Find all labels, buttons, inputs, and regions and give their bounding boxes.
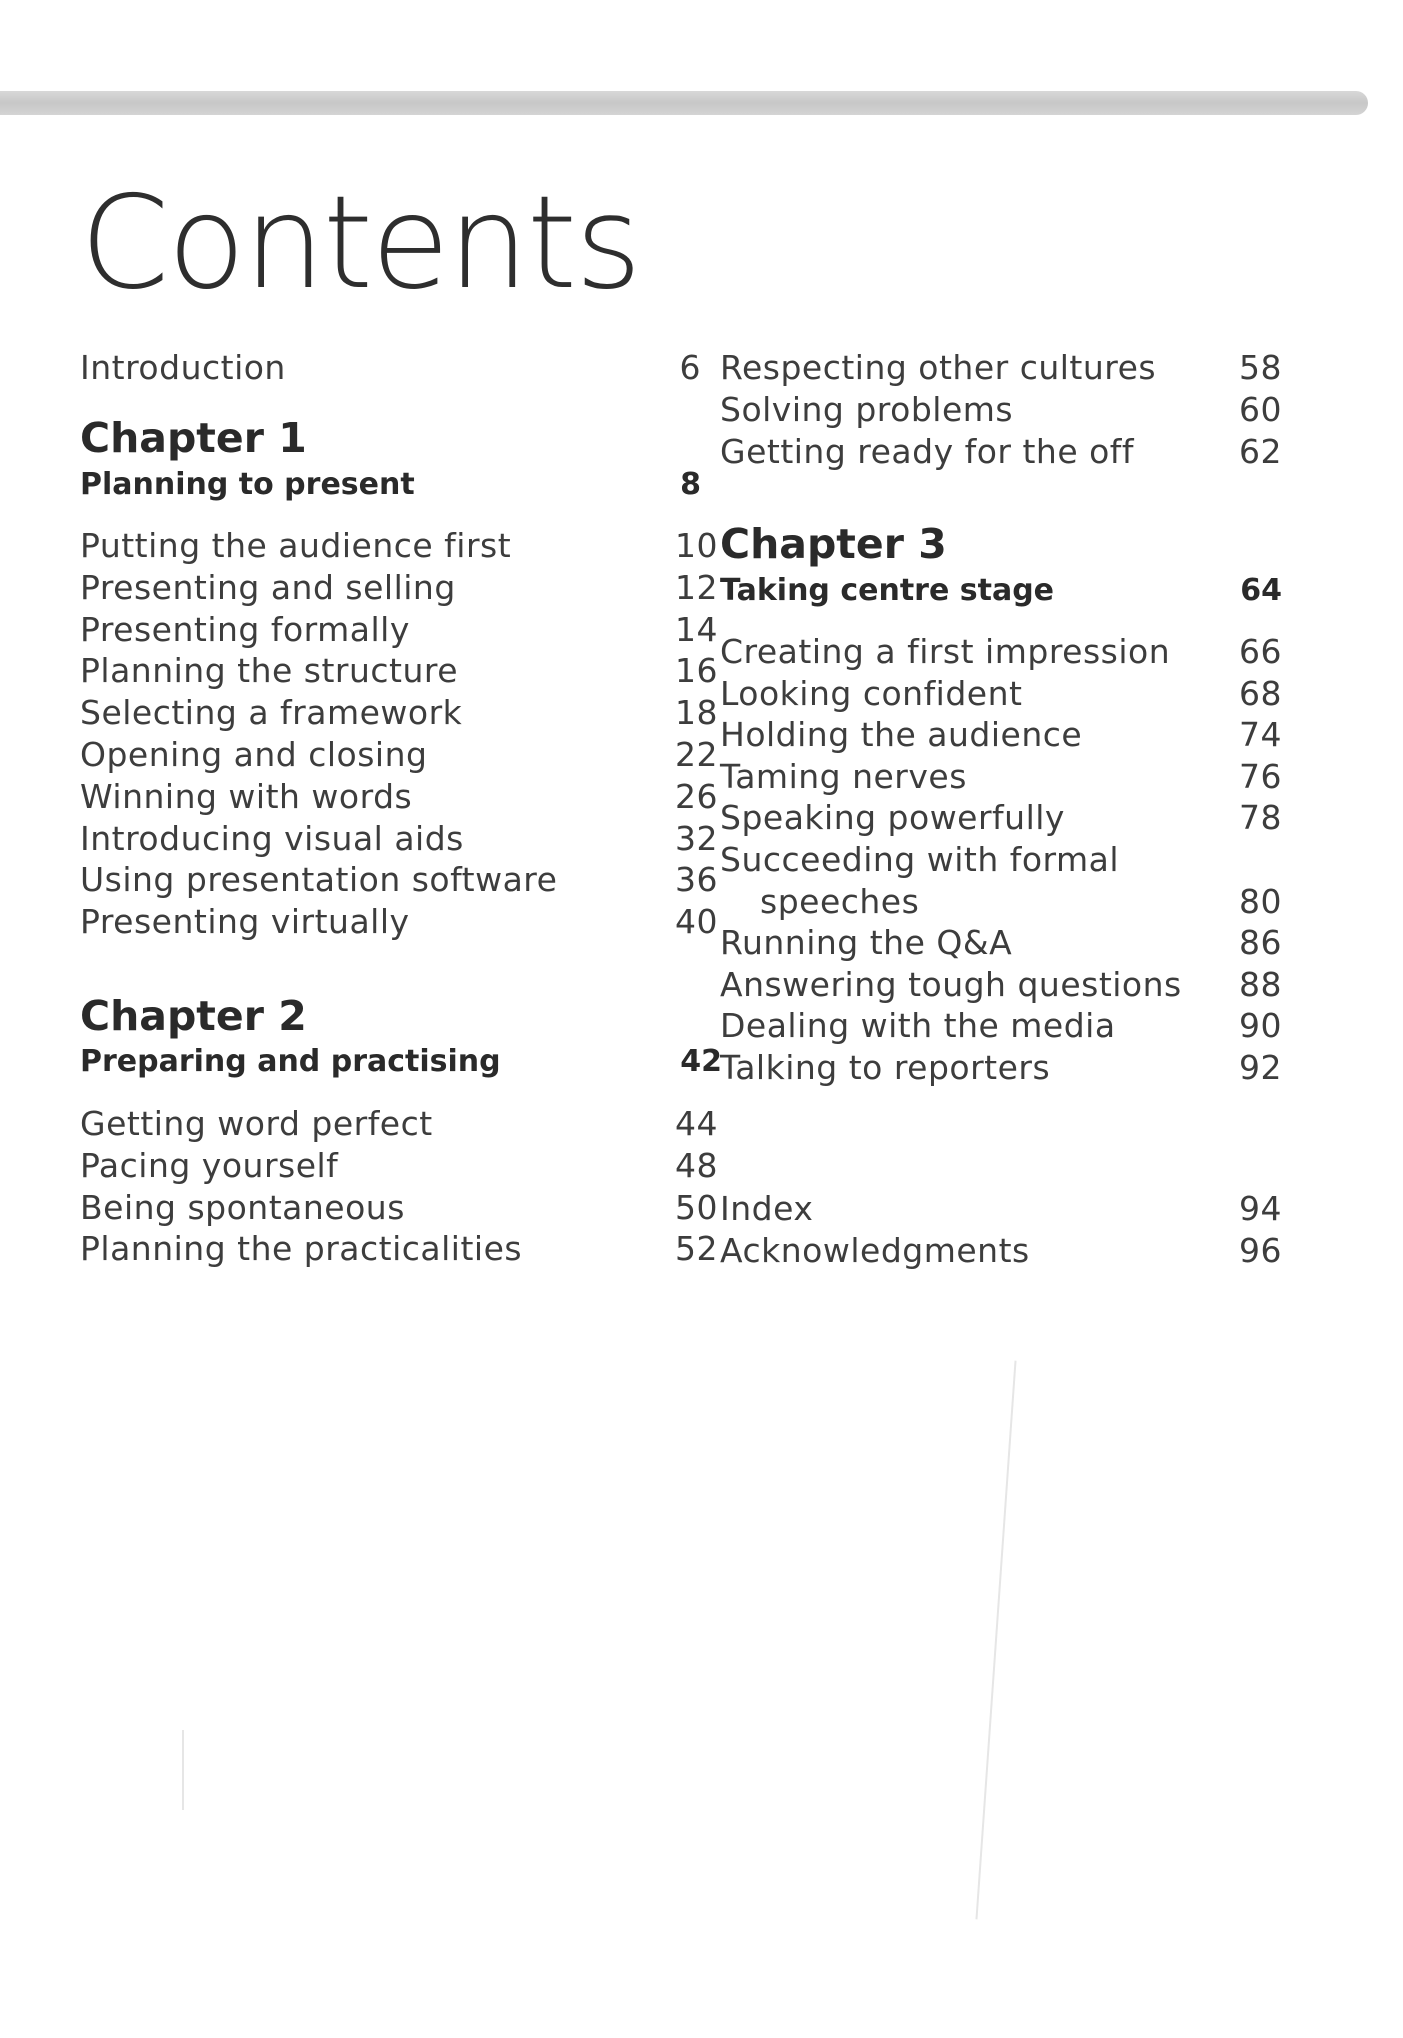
toc-entry-label: Presenting and selling xyxy=(80,567,456,607)
toc-entry-page: 32 xyxy=(675,818,718,858)
toc-entry-page: 74 xyxy=(1239,715,1282,755)
toc-entry-page: 26 xyxy=(675,776,718,816)
toc-entry-page: 50 xyxy=(675,1187,718,1227)
toc-entry-page: 92 xyxy=(1239,1048,1282,1087)
toc-entry-label: Holding the audience xyxy=(720,715,1083,755)
toc-entry-label: Selecting a framework xyxy=(80,693,463,733)
toc-entry-label: speeches xyxy=(760,881,920,921)
toc-entry-label: Respecting other cultures xyxy=(720,348,1157,387)
toc-entry-label: Talking to reporters xyxy=(720,1048,1051,1087)
toc-entry-label: Taming nerves xyxy=(720,756,967,796)
toc-entry-page: 48 xyxy=(675,1145,718,1185)
toc-entry-label: Running the Q&A xyxy=(720,923,1013,963)
toc-entry-label: Planning the structure xyxy=(80,651,459,691)
toc-entry-label: Planning the practicalities xyxy=(80,1229,523,1269)
toc-entry-label: Speaking powerfully xyxy=(720,798,1065,838)
chapter-page: 64 xyxy=(1240,573,1282,608)
toc-entry-page: 62 xyxy=(1239,432,1282,471)
toc-entry-page: 96 xyxy=(1239,1231,1282,1270)
toc-entry-label: Acknowledgments xyxy=(720,1231,1030,1270)
toc-entry-page: 52 xyxy=(675,1229,718,1269)
chapter-page: 8 xyxy=(680,467,701,502)
toc-entry-label: Succeeding with formal xyxy=(720,840,1120,879)
scan-artifact xyxy=(182,1730,184,1810)
chapter-page: 42 xyxy=(680,1044,722,1079)
toc-entry-page: 44 xyxy=(675,1104,718,1143)
chapter-subtitle[interactable] xyxy=(720,571,1280,611)
chapter-heading: Chapter 1 xyxy=(80,414,307,462)
toc-entry-page: 36 xyxy=(675,860,718,900)
toc-entry-page: 14 xyxy=(675,609,718,649)
toc-entry-page: 78 xyxy=(1239,798,1282,838)
toc-entry-label: Presenting virtually xyxy=(80,902,410,942)
toc-entry-label: Introduction xyxy=(80,348,286,387)
toc-entry-label: Winning with words xyxy=(80,776,413,816)
toc-entry-label: Presenting formally xyxy=(80,609,410,649)
toc-entry-page: 86 xyxy=(1239,923,1282,963)
toc-entry-label: Pacing yourself xyxy=(80,1145,339,1185)
toc-entry-label: Putting the audience first xyxy=(80,526,512,565)
toc-entry-label: Getting ready for the off xyxy=(720,432,1135,471)
toc-entry-page: 58 xyxy=(1239,348,1282,387)
chapter-subtitle-label: Planning to present xyxy=(80,467,415,502)
toc-entry-label: Opening and closing xyxy=(80,735,428,774)
toc-entry-page: 76 xyxy=(1239,756,1282,796)
chapter-subtitle-label: Taking centre stage xyxy=(720,573,1055,608)
toc-entry-label: Looking confident xyxy=(720,673,1023,713)
toc-entry-label: Dealing with the media xyxy=(720,1006,1116,1046)
toc-entry-page: 90 xyxy=(1239,1006,1282,1046)
chapter-heading: Chapter 2 xyxy=(80,992,307,1040)
toc-entry-label: Getting word perfect xyxy=(80,1104,433,1143)
chapter-subtitle[interactable] xyxy=(80,465,701,505)
header-rule xyxy=(0,91,1368,115)
toc-entry-page: 40 xyxy=(675,902,718,942)
toc-entry-page: 60 xyxy=(1239,390,1282,429)
toc-entry-label: Answering tough questions xyxy=(720,964,1182,1004)
toc-entry-page: 10 xyxy=(675,526,718,565)
toc-entry-page: 68 xyxy=(1239,673,1282,713)
toc-entry-label: Using presentation software xyxy=(80,860,558,900)
scan-artifact xyxy=(975,1361,1016,1920)
toc-entry-label: Being spontaneous xyxy=(80,1187,405,1227)
chapter-subtitle[interactable] xyxy=(80,1042,722,1082)
page-title: Contents xyxy=(80,169,640,318)
toc-entry-page: 66 xyxy=(1239,632,1282,671)
toc-entry-page: 80 xyxy=(1239,881,1282,921)
toc-entry-page: 6 xyxy=(679,348,701,387)
toc-entry-label: Introducing visual aids xyxy=(80,818,464,858)
toc-entry-label: Creating a first impression xyxy=(720,632,1171,671)
toc-entry-page: 12 xyxy=(675,567,718,607)
chapter-subtitle-label: Preparing and practising xyxy=(80,1044,501,1079)
toc-entry-page: 88 xyxy=(1239,964,1282,1004)
toc-entry-page: 16 xyxy=(675,651,718,691)
toc-entry-page: 22 xyxy=(675,735,718,774)
toc-entry-label: Solving problems xyxy=(720,390,1014,429)
toc-entry-label: Index xyxy=(720,1189,814,1228)
toc-entry-page: 18 xyxy=(675,693,718,733)
toc-entry-page: 94 xyxy=(1239,1189,1282,1228)
chapter-heading: Chapter 3 xyxy=(720,520,947,568)
